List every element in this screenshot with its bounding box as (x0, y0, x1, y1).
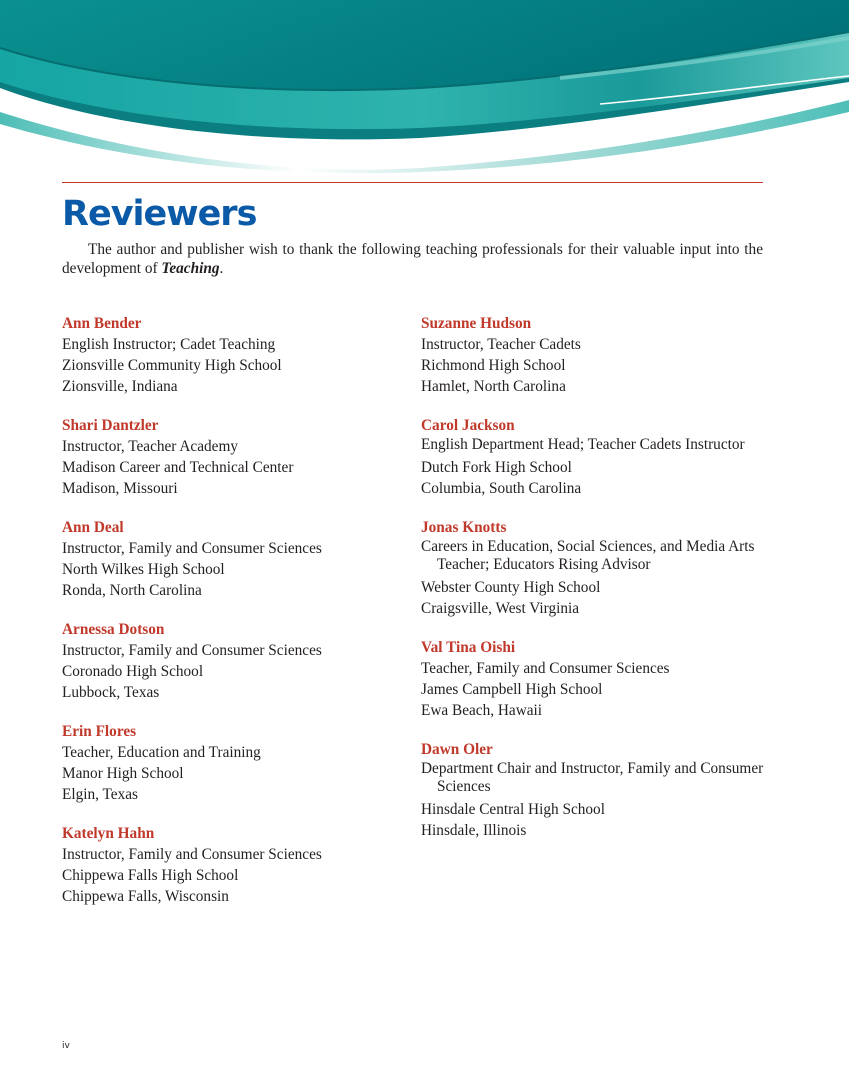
reviewer-location: Ronda, North Carolina (62, 582, 202, 599)
reviewer-school: North Wilkes High School (62, 561, 225, 578)
reviewer-school: Manor High School (62, 765, 184, 782)
reviewer-name: Dawn Oler (421, 741, 493, 758)
reviewer-title: Department Chair and Instructor, Family and Consumer Sciences (421, 760, 764, 795)
intro-text: The author and publisher wish to thank the following teaching professionals for their valuable input into the development of (62, 241, 763, 277)
reviewer-name: Katelyn Hahn (62, 825, 155, 842)
reviewer-entry (421, 415, 766, 499)
reviewer-entry (62, 823, 407, 907)
reviewer-school: Webster County High School (421, 579, 601, 596)
reviewer-location: Elgin, Texas (62, 786, 138, 803)
reviewer-name: Arnessa Dotson (62, 621, 165, 638)
reviewer-title: Careers in Education, Social Sciences, and Media Arts Teacher; Educators Rising Advisor (421, 538, 755, 573)
reviewer-school: Chippewa Falls High School (62, 867, 239, 884)
reviewer-title: Instructor, Teacher Cadets (421, 336, 581, 353)
reviewer-location: Zionsville, Indiana (62, 378, 178, 395)
reviewers-column-left (62, 313, 407, 925)
reviewer-school: Zionsville Community High School (62, 357, 282, 374)
reviewer-name: Jonas Knotts (421, 519, 507, 536)
reviewer-school: Madison Career and Technical Center (62, 459, 294, 476)
reviewer-location: Craigsville, West Virginia (421, 600, 580, 617)
reviewer-school: Dutch Fork High School (421, 459, 572, 476)
reviewer-location: Lubbock, Texas (62, 684, 160, 701)
reviewer-school: Hinsdale Central High School (421, 801, 605, 818)
reviewer-title: Instructor, Teacher Academy (62, 438, 238, 455)
reviewer-title: English Instructor; Cadet Teaching (62, 336, 276, 353)
reviewer-location: Madison, Missouri (62, 480, 178, 497)
reviewer-school: Coronado High School (62, 663, 204, 680)
reviewer-entry (421, 637, 766, 721)
reviewer-title: English Department Head; Teacher Cadets Instructor (421, 436, 745, 453)
reviewer-title: Instructor, Family and Consumer Sciences (62, 642, 322, 659)
reviewers-column-right (421, 313, 766, 859)
reviewer-name: Carol Jackson (421, 417, 515, 434)
title-rule (62, 182, 763, 183)
reviewer-entry (421, 517, 766, 619)
reviewer-name: Shari Dantzler (62, 417, 159, 434)
reviewer-name: Erin Flores (62, 723, 137, 740)
reviewer-name: Suzanne Hudson (421, 315, 532, 332)
reviewer-school: Richmond High School (421, 357, 566, 374)
intro-end: . (219, 260, 224, 277)
reviewer-location: Chippewa Falls, Wisconsin (62, 888, 229, 905)
reviewer-title: Teacher, Education and Training (62, 744, 261, 761)
reviewer-title: Instructor, Family and Consumer Sciences (62, 540, 322, 557)
reviewer-entry (62, 619, 407, 703)
reviewer-name: Val Tina Oishi (421, 639, 516, 656)
reviewer-name: Ann Bender (62, 315, 142, 332)
reviewer-location: Columbia, South Carolina (421, 480, 582, 497)
reviewer-entry (62, 415, 407, 499)
page-title: Reviewers (62, 194, 257, 234)
reviewer-entry (62, 517, 407, 601)
reviewer-entry (62, 721, 407, 805)
reviewer-entry (421, 313, 766, 397)
reviewer-location: Hamlet, North Carolina (421, 378, 566, 395)
page-number: iv (62, 1041, 70, 1051)
reviewer-entry (421, 739, 766, 841)
header-wave-banner (0, 0, 849, 180)
reviewer-title: Teacher, Family and Consumer Sciences (421, 660, 670, 677)
reviewer-location: Hinsdale, Illinois (421, 822, 527, 839)
book-title: Teaching (161, 260, 220, 277)
reviewer-location: Ewa Beach, Hawaii (421, 702, 543, 719)
reviewer-name: Ann Deal (62, 519, 124, 536)
intro-paragraph (62, 240, 763, 278)
reviewer-school: James Campbell High School (421, 681, 603, 698)
reviewer-entry (62, 313, 407, 397)
reviewer-title: Instructor, Family and Consumer Sciences (62, 846, 322, 863)
